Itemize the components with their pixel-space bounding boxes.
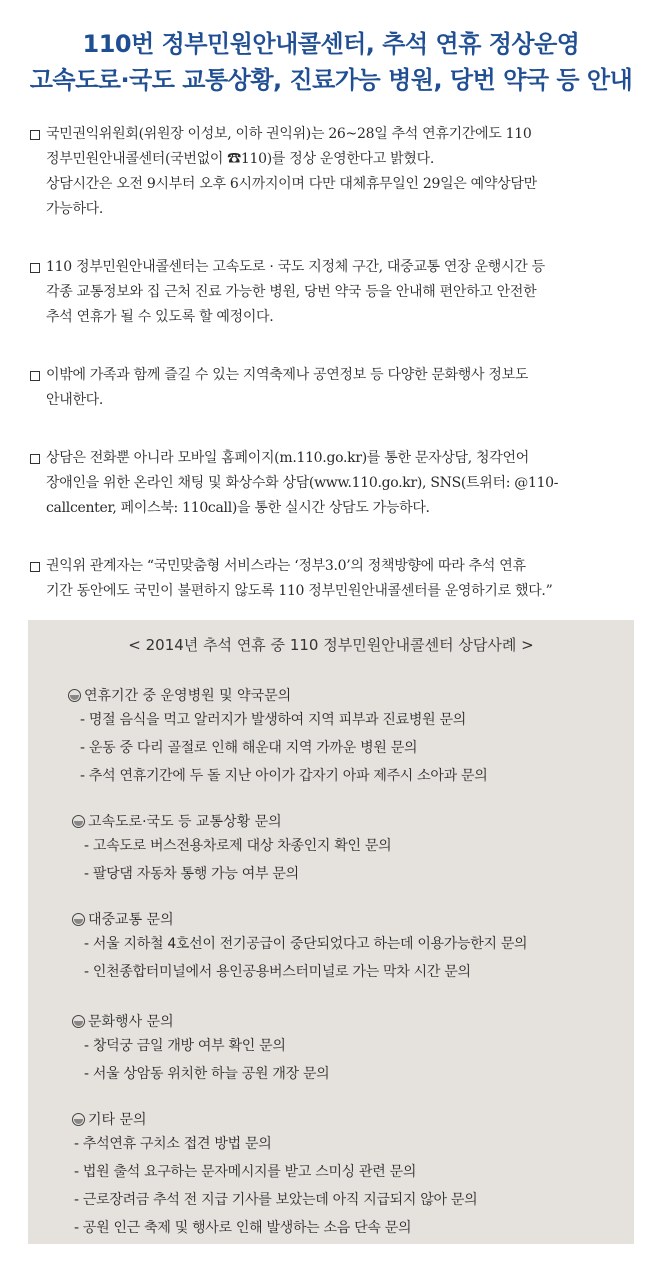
case-item: - 서울 지하철 4호선이 전기공급이 중단되었다고 하는데 이용가능한지 문의: [84, 936, 528, 952]
case-item: - 명절 음식을 먹고 알러지가 발생하여 지역 피부과 진료병원 문의: [80, 712, 466, 728]
square-bullet-icon: [30, 371, 40, 381]
case-item: - 운동 중 다리 골절로 인해 해운대 지역 가까운 병원 문의: [80, 740, 418, 756]
case-item: - 고속도로 버스전용차로제 대상 차종인지 확인 문의: [84, 838, 392, 854]
paragraph-4: [30, 446, 650, 521]
square-bullet-icon: [30, 454, 40, 464]
circle-bullet-icon: [72, 1113, 85, 1126]
case-item: - 근로장려금 추석 전 지급 기사를 보았는데 아직 지급되지 않아 문의: [74, 1192, 478, 1208]
case-group-transit: [72, 908, 527, 986]
paragraph-line: 이밖에 가족과 함께 즐길 수 있는 지역축제나 공연정보 등 다양한 문화행사 정보도: [46, 367, 529, 383]
case-item: - 추석 연휴기간에 두 돌 지난 아이가 갑자기 아파 제주시 소아과 문의: [80, 768, 488, 784]
paragraph-5: [30, 554, 650, 604]
paragraph-line: 국민권익위원회(위원장 이성보, 이하 권익위)는 26~28일 추석 연휴기간에도 110: [46, 126, 532, 142]
case-examples-box: [28, 620, 634, 1244]
case-item: - 인천종합터미널에서 용인공용버스터미널로 가는 막차 시간 문의: [84, 964, 471, 980]
case-group-other: [72, 1108, 477, 1242]
paragraph-line: 안내한다.: [46, 392, 104, 408]
paragraph-line: 권익위 관계자는 “국민맞춤형 서비스라는 ‘정부3.0’의 정책방향에 따라 추석 연휴: [46, 558, 526, 574]
paragraph-line: 상담시간은 오전 9시부터 오후 6시까지이며 다만 대체휴무일인 29일은 예약상담만: [46, 176, 537, 192]
case-group-heading: [72, 1010, 329, 1032]
circle-bullet-icon: [72, 1015, 85, 1028]
paragraph-line: 각종 교통정보와 집 근처 진료 가능한 병원, 당번 약국 등을 안내해 편안하고 안전한: [46, 284, 537, 300]
circle-bullet-icon: [72, 815, 85, 828]
case-group-title: 연휴기간 중 운영병원 및 약국문의: [84, 688, 292, 704]
case-item: - 서울 상암동 위치한 하늘 공원 개장 문의: [84, 1066, 330, 1082]
paragraph-3: [30, 363, 650, 413]
paragraph-line: 추석 연휴가 될 수 있도록 할 예정이다.: [46, 309, 274, 325]
case-group-heading: [72, 1108, 477, 1130]
case-item: - 팔당댐 자동차 통행 가능 여부 문의: [84, 866, 299, 882]
article-body: [30, 122, 650, 637]
case-item: - 추석연휴 구치소 접견 방법 문의: [74, 1136, 272, 1152]
square-bullet-icon: [30, 562, 40, 572]
case-group-title: 문화행사 문의: [88, 1014, 174, 1030]
paragraph-line: 110 정부민원안내콜센터는 고속도로 · 국도 지정체 구간, 대중교통 연장 운행시간 등: [46, 259, 545, 275]
paragraph-line: 상담은 전화뿐 아니라 모바일 홈페이지(m.110.go.kr)를 통한 문자상담, 청각언어: [46, 450, 529, 466]
case-group-heading: [72, 908, 527, 930]
case-group-title: 기타 문의: [88, 1112, 147, 1128]
case-group-heading: [68, 684, 487, 706]
paragraph-line: callcenter, 페이스북: 110call)을 통한 실시간 상담도 가능하다.: [46, 500, 430, 516]
case-item: - 법원 출석 요구하는 문자메시지를 받고 스미싱 관련 문의: [74, 1164, 417, 1180]
case-group-heading: [72, 810, 391, 832]
paragraph-line: 기간 동안에도 국민이 불편하지 않도록 110 정부민원안내콜센터를 운영하기로 했다.”: [46, 583, 553, 599]
circle-bullet-icon: [72, 913, 85, 926]
case-box-title: < 2014년 추석 연휴 중 110 정부민원안내콜센터 상담사례 >: [128, 636, 534, 654]
square-bullet-icon: [30, 263, 40, 273]
circle-bullet-icon: [68, 689, 81, 702]
paragraph-line: 장애인을 위한 온라인 채팅 및 화상수화 상담(www.110.go.kr), SNS(트위터: @110-: [46, 475, 559, 491]
case-group-title: 대중교통 문의: [88, 912, 174, 928]
headline: [0, 26, 662, 98]
paragraph-line: 가능하다.: [46, 201, 104, 217]
case-group-title: 고속도로·국도 등 교통상황 문의: [88, 814, 282, 830]
case-item: - 공원 인근 축제 및 행사로 인해 발생하는 소음 단속 문의: [74, 1220, 412, 1236]
paragraph-1: [30, 122, 650, 222]
case-item: - 창덕궁 금일 개방 여부 확인 문의: [84, 1038, 286, 1054]
square-bullet-icon: [30, 130, 40, 140]
headline-line-2: 고속도로·국도 교통상황, 진료가능 병원, 당번 약국 등 안내: [29, 66, 633, 94]
paragraph-2: [30, 255, 650, 330]
paragraph-line: 정부민원안내콜센터(국번없이 ☎110)를 정상 운영한다고 밝혔다.: [46, 151, 434, 167]
case-group-traffic: [72, 810, 391, 888]
headline-line-1: 110번 정부민원안내콜센터, 추석 연휴 정상운영: [82, 30, 580, 58]
case-group-hospital: [68, 684, 487, 790]
case-group-culture: [72, 1010, 329, 1088]
